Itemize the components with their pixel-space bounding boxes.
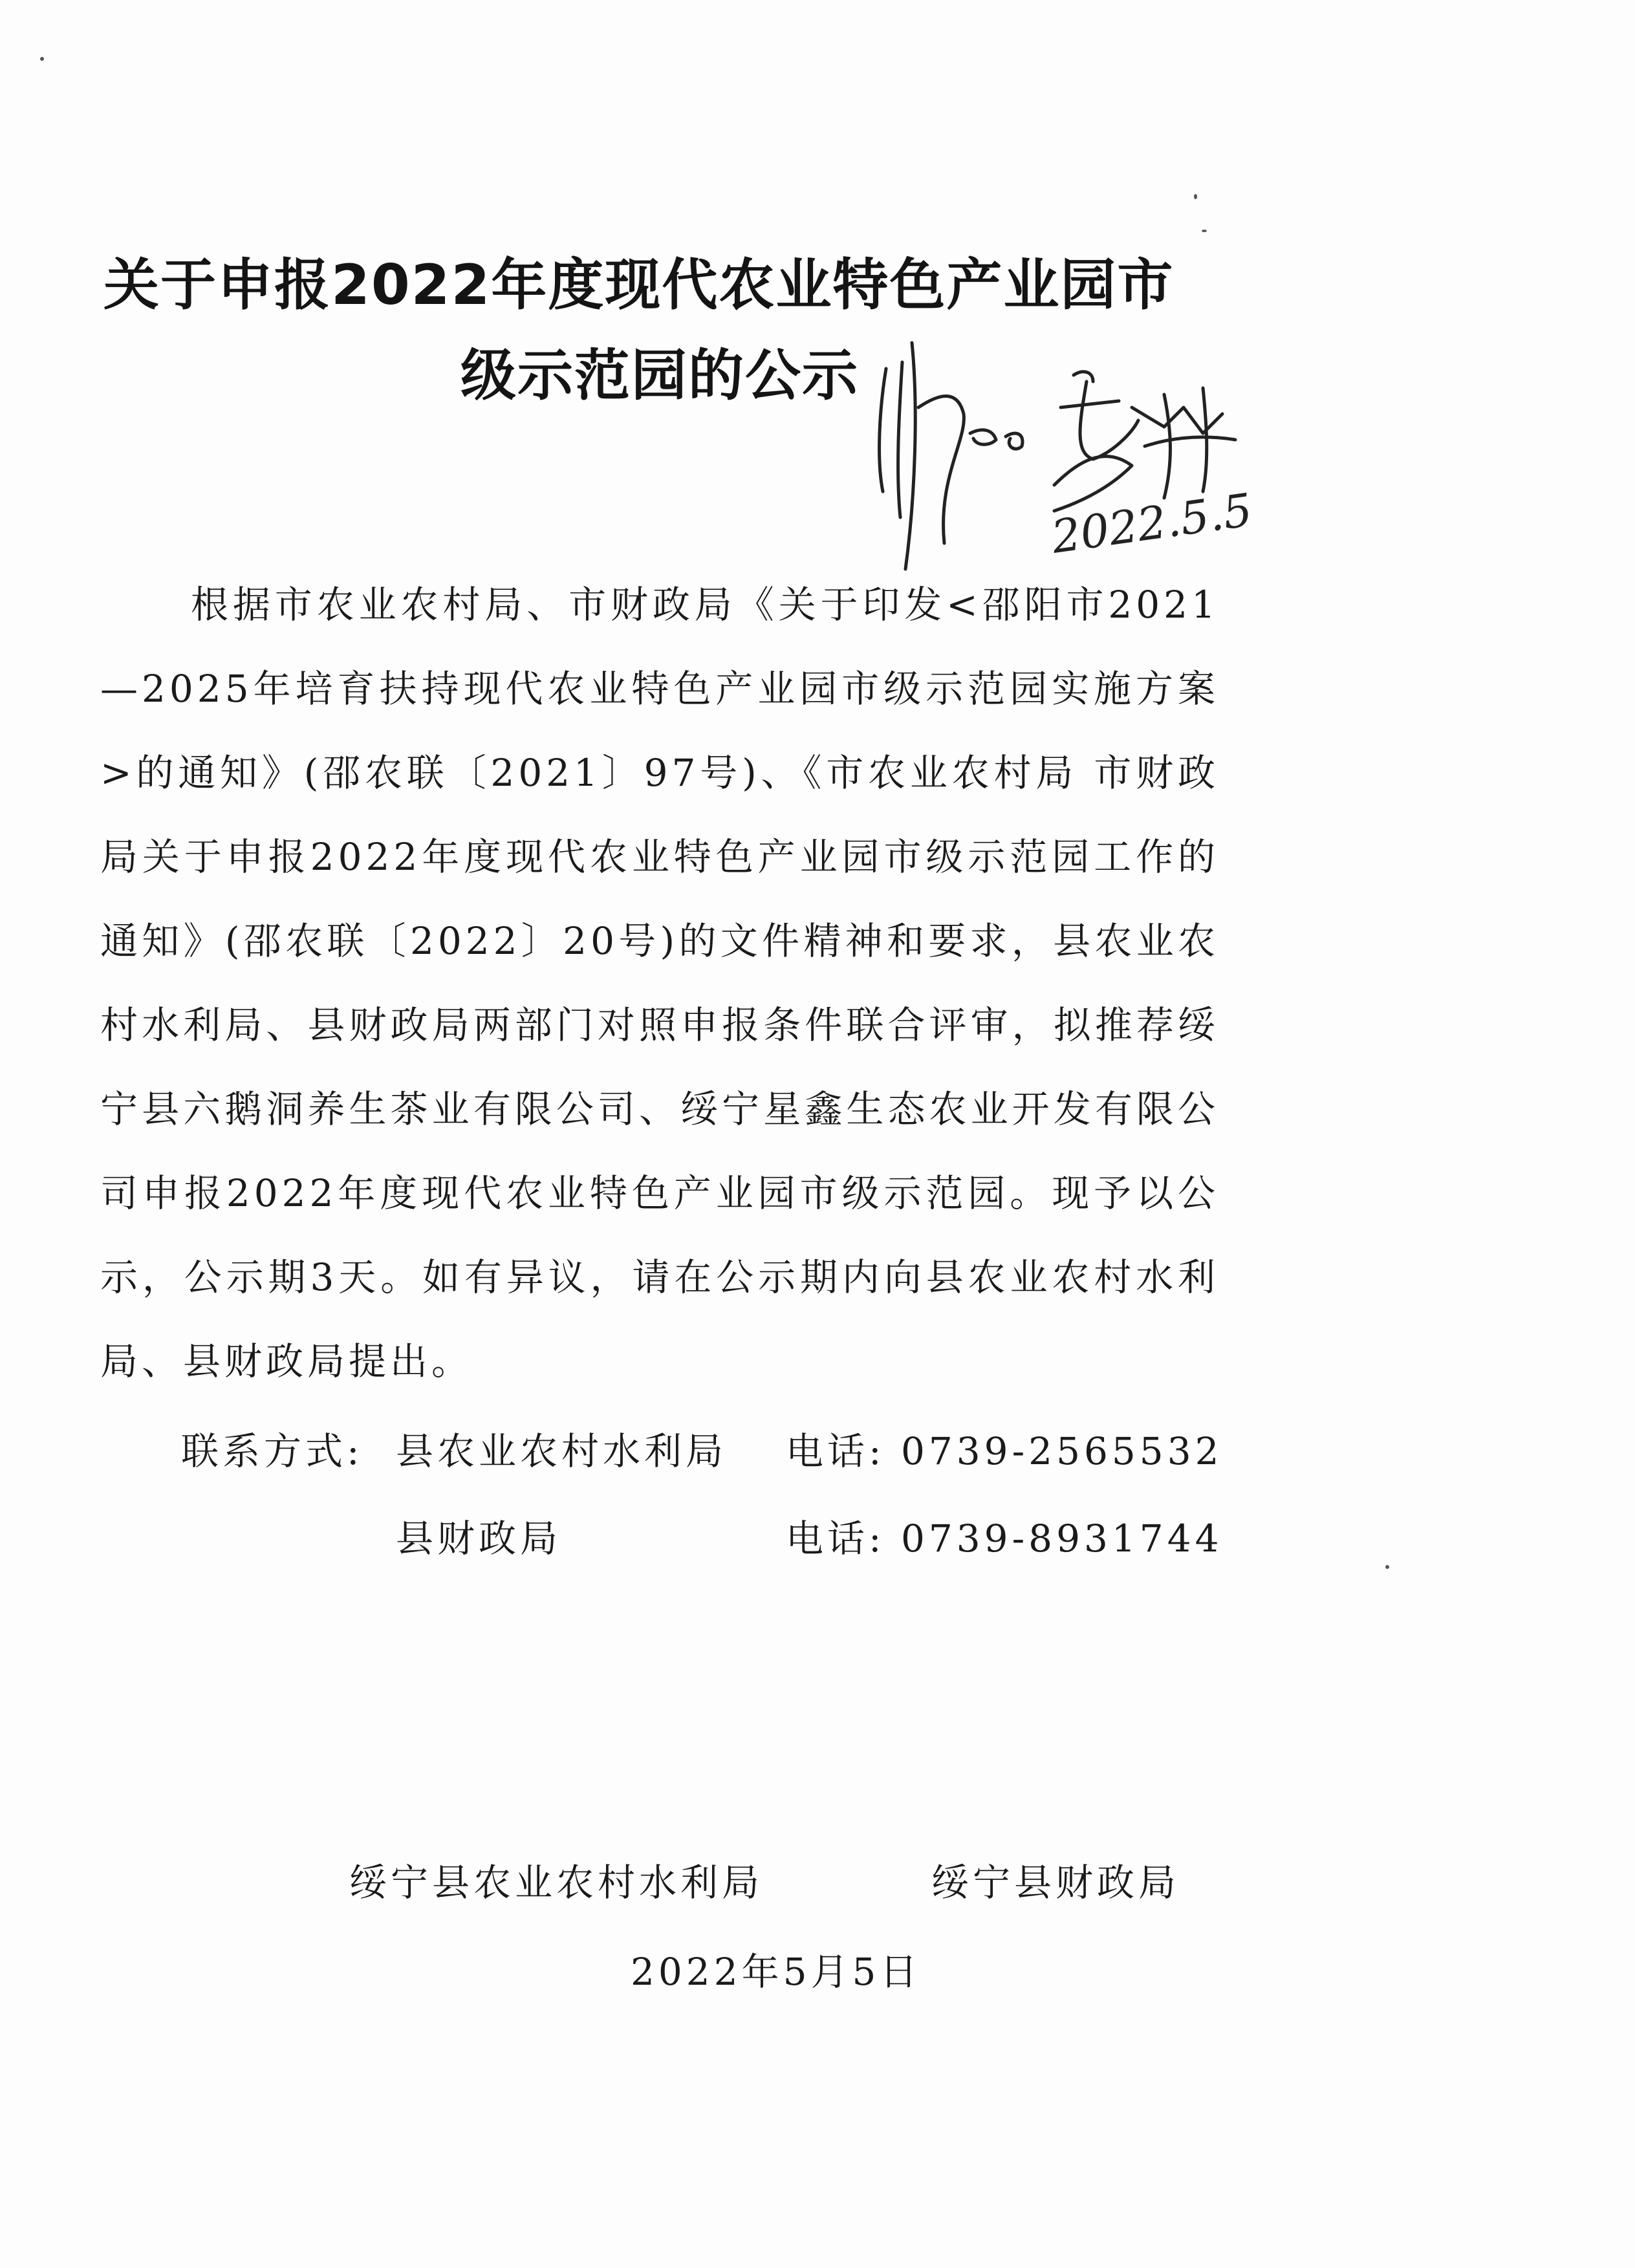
signatory-agriculture-bureau: 绥宁县农业农村水利局 <box>349 1861 764 1905</box>
contact-phone-agriculture: 电话: 0739-2565532 <box>786 1429 1223 1473</box>
contact-label: 联系方式: <box>181 1429 363 1473</box>
document-date: 2022年5月5日 <box>631 1950 922 1994</box>
contact-org-agriculture: 县农业农村水利局 <box>396 1429 728 1473</box>
scan-speck <box>1202 230 1207 232</box>
contact-org-finance: 县财政局 <box>396 1517 562 1561</box>
handwritten-signature <box>860 330 1300 589</box>
signatory-finance-bureau: 绥宁县财政局 <box>931 1861 1180 1905</box>
signature-date: 2022.5.5 <box>1048 483 1256 564</box>
document-title-line2: 级示范园的公示 <box>460 343 859 408</box>
scan-speck <box>40 57 44 61</box>
contact-phone-finance: 电话: 0739-8931744 <box>786 1517 1223 1561</box>
body-paragraph: 根据市农业农村局、市财政局《关于印发<邵阳市2021—2025年培育扶持现代农业特色产业园市级示范园实施方案>的通知》(邵农联〔2021〕97号)、《市农业农村局 市财政局关于申报2022年度现代农业特色产业园市级示范园工作的通知》(邵农联〔2022〕20号)的文件精神和要求，县农业农村水利局、县财政局两部门对照申报条件联合评审，拟推荐绥宁县六鹅洞养生茶业有限公司、绥宁星鑫生态农业开发有限公司申报2022年度现代农业特色产业园市级示范园。现予以公示，公示期3天。如有异议，请在公示期内向县农业农村水利局、县财政局提出。 <box>100 583 1219 1383</box>
document-title-line1: 关于申报2022年度现代农业特色产业园市 <box>103 253 1175 318</box>
scan-speck <box>1385 1565 1389 1569</box>
scan-speck <box>1194 194 1197 199</box>
